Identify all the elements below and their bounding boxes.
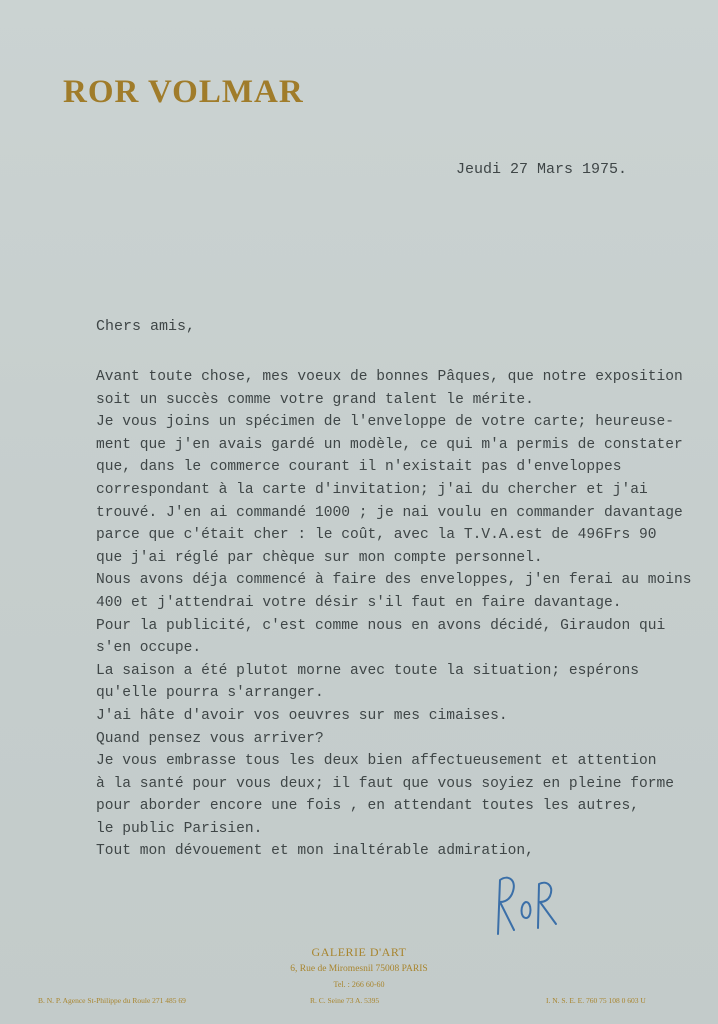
bank-details: B. N. P. Agence St-Philippe du Roule 271 485 69 [38, 996, 186, 1005]
body-line: Tout mon dévouement et mon inaltérable admiration, [96, 843, 534, 860]
insee-number: I. N. S. E. E. 760 75 108 0 603 U [546, 996, 646, 1005]
body-line: Nous avons déja commencé à faire des enveloppes, j'en ferai au moins [96, 572, 692, 589]
body-line: le public Parisien. [96, 820, 263, 837]
body-line: à la santé pour vous deux; il faut que vous soyiez en pleine forme [96, 775, 675, 792]
body-line: que, dans le commerce courant il n'existait pas d'enveloppes [96, 459, 622, 476]
letterhead-name: ROR VOLMAR [63, 74, 304, 110]
body-line: trouvé. J'en ai commandé 1000 ; je nai voulu en commander davantage [96, 504, 683, 521]
gallery-title: GALERIE D'ART [311, 945, 407, 959]
gallery-phone: Tel. : 266 60-60 [333, 980, 385, 989]
body-line: s'en occupe. [96, 640, 202, 657]
body-line: que j'ai réglé par chèque sur mon compte personnel. [96, 549, 543, 566]
body-line: J'ai hâte d'avoir vos oeuvres sur mes cimaises. [96, 707, 508, 724]
gallery-address: 6, Rue de Miromesnil 75008 PARIS [290, 964, 428, 974]
salutation: Chers amis, [96, 318, 196, 335]
body-line: qu'elle pourra s'arranger. [96, 685, 324, 702]
body-line: soit un succès comme votre grand talent le mérite. [96, 391, 534, 408]
body-line: La saison a été plutot morne avec toute la situation; espérons [96, 662, 639, 679]
handwritten-signature [490, 872, 560, 940]
company-registration: R. C. Seine 73 A. 5395 [310, 996, 380, 1005]
letter-date: Jeudi 27 Mars 1975. [456, 161, 628, 178]
body-line: Je vous embrasse tous les deux bien affectueusement et attention [96, 753, 657, 770]
body-line: ment que j'en avais gardé un modèle, ce qui m'a permis de constater [96, 436, 683, 453]
body-line: Je vous joins un spécimen de l'enveloppe de votre carte; heureuse- [96, 414, 675, 431]
letter-body [96, 366, 716, 863]
body-line: 400 et j'attendrai votre désir s'il faut en faire davantage. [96, 594, 622, 611]
body-line: Pour la publicité, c'est comme nous en avons décidé, Giraudon qui [96, 617, 666, 634]
body-line: parce que c'était cher : le coût, avec la T.V.A.est de 496Frs 90 [96, 527, 657, 544]
body-line: correspondant à la carte d'invitation; j'ai du chercher et j'ai [96, 481, 648, 498]
body-line: Avant toute chose, mes voeux de bonnes Pâques, que notre exposition [96, 369, 683, 385]
body-line: Quand pensez vous arriver? [96, 730, 324, 747]
body-line: pour aborder encore une fois , en attendant toutes les autres, [96, 798, 639, 815]
